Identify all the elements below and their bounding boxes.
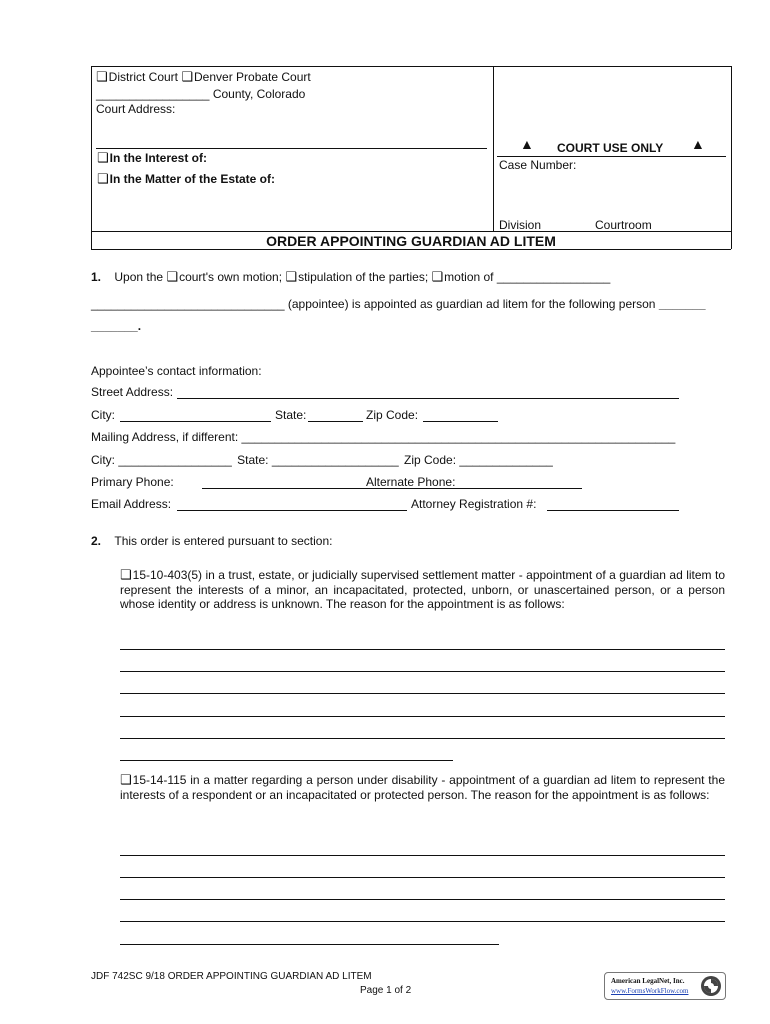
appointee-text: (appointee) is appointed as guardian ad litem for the following person <box>287 297 656 311</box>
primary-phone-label: Primary Phone: <box>91 475 174 489</box>
checkbox-stipulation[interactable]: ❑ <box>285 270 298 285</box>
city-field[interactable] <box>120 421 271 422</box>
city2-field[interactable]: _________________ <box>118 453 232 467</box>
section-2-intro: This order is entered pursuant to section: <box>114 534 333 548</box>
person-field-continued[interactable]: _______. <box>91 319 142 333</box>
section-1-number: 1. <box>91 270 102 284</box>
person-field[interactable]: _______ <box>658 297 706 311</box>
own-motion-label: court's own motion; <box>179 270 283 284</box>
county-field[interactable]: _________________ <box>96 87 210 101</box>
alternate-phone-label: Alternate Phone: <box>366 475 456 489</box>
zip2-label: Zip Code: <box>404 453 457 467</box>
attorney-reg-field[interactable] <box>547 510 679 511</box>
option-15-10-403-text: 15-10-403(5) in a trust, estate, or judicially supervised settlement matter - appointment of a guardian ad litem to represent the interests of a minor, an incapacitated, protected, unborn, or unascertained person, or a person whose identity or address is unknown. The reason for the appointment is as follows: <box>120 568 725 611</box>
upon-label: Upon the <box>114 270 164 284</box>
publisher-url[interactable]: www.FormsWorkFlow.com <box>611 987 689 995</box>
state2-field[interactable]: ___________________ <box>271 453 399 467</box>
up-arrow-icon: ▲ <box>520 136 534 152</box>
court-use-only-label: COURT USE ONLY <box>557 141 664 155</box>
zip-field[interactable] <box>423 421 498 422</box>
state2-label: State: <box>237 453 269 467</box>
zip-label: Zip Code: <box>366 408 419 422</box>
street-address-label: Street Address: <box>91 385 174 399</box>
publisher-logo <box>604 972 726 1000</box>
court-address-label: Court Address: <box>96 102 176 116</box>
district-court-label: District Court <box>108 70 178 84</box>
in-interest-label: In the Interest of: <box>109 151 207 165</box>
checkbox-denver-probate[interactable]: ❑ <box>181 70 193 85</box>
contact-heading: Appointee’s contact information: <box>91 364 262 378</box>
publisher-name: American LegalNet, Inc. <box>611 977 685 985</box>
email-label: Email Address: <box>91 497 172 511</box>
option-15-14-115-text: 15-14-115 in a matter regarding a person under disability - appointment of a guardian ad litem to represent the interests of a respondent or an incapacitated or protected person. The reason for the appointment is as follows: <box>120 773 725 802</box>
checkbox-district-court[interactable]: ❑ <box>96 70 108 85</box>
case-number-label: Case Number: <box>499 158 577 172</box>
state-label: State: <box>275 408 307 422</box>
up-arrow-icon: ▲ <box>691 136 705 152</box>
division-label: Division <box>499 218 542 232</box>
appointee-field[interactable]: _____________________________ <box>91 297 285 311</box>
in-matter-label: In the Matter of the Estate of: <box>109 172 275 186</box>
footer-page-number: Page 1 of 2 <box>360 985 412 996</box>
denver-probate-label: Denver Probate Court <box>194 70 311 84</box>
checkbox-in-matter[interactable]: ❑ <box>97 172 109 187</box>
zip2-field[interactable]: ______________ <box>459 453 553 467</box>
stipulation-label: stipulation of the parties; <box>298 270 429 284</box>
checkbox-in-interest[interactable]: ❑ <box>97 151 109 166</box>
city-label: City: <box>91 408 115 422</box>
street-address-field[interactable] <box>177 398 679 399</box>
globe-icon <box>700 975 722 997</box>
footer-form-id: JDF 742SC 9/18 ORDER APPOINTING GUARDIAN AD LITEM <box>91 971 372 982</box>
email-field[interactable] <box>177 510 407 511</box>
mailing-address-field[interactable]: _________________________________________________________________ <box>241 430 676 444</box>
checkbox-15-14-115[interactable]: ❑ <box>120 773 132 788</box>
mailing-address-label: Mailing Address, if different: <box>91 430 239 444</box>
primary-phone-field[interactable] <box>202 488 366 489</box>
alternate-phone-field[interactable] <box>366 488 582 489</box>
attorney-reg-label: Attorney Registration #: <box>411 497 537 511</box>
city2-label: City: <box>91 453 115 467</box>
motion-of-label: motion of <box>444 270 494 284</box>
checkbox-15-10-403[interactable]: ❑ <box>120 568 132 583</box>
checkbox-own-motion[interactable]: ❑ <box>166 270 179 285</box>
state-field[interactable] <box>308 421 363 422</box>
form-title: ORDER APPOINTING GUARDIAN AD LITEM <box>266 233 556 249</box>
county-colorado-label: County, Colorado <box>212 87 306 101</box>
motion-of-field[interactable]: _________________ <box>496 270 611 284</box>
checkbox-motion-of[interactable]: ❑ <box>431 270 444 285</box>
section-2-number: 2. <box>91 534 102 548</box>
courtroom-label: Courtroom <box>595 218 652 232</box>
